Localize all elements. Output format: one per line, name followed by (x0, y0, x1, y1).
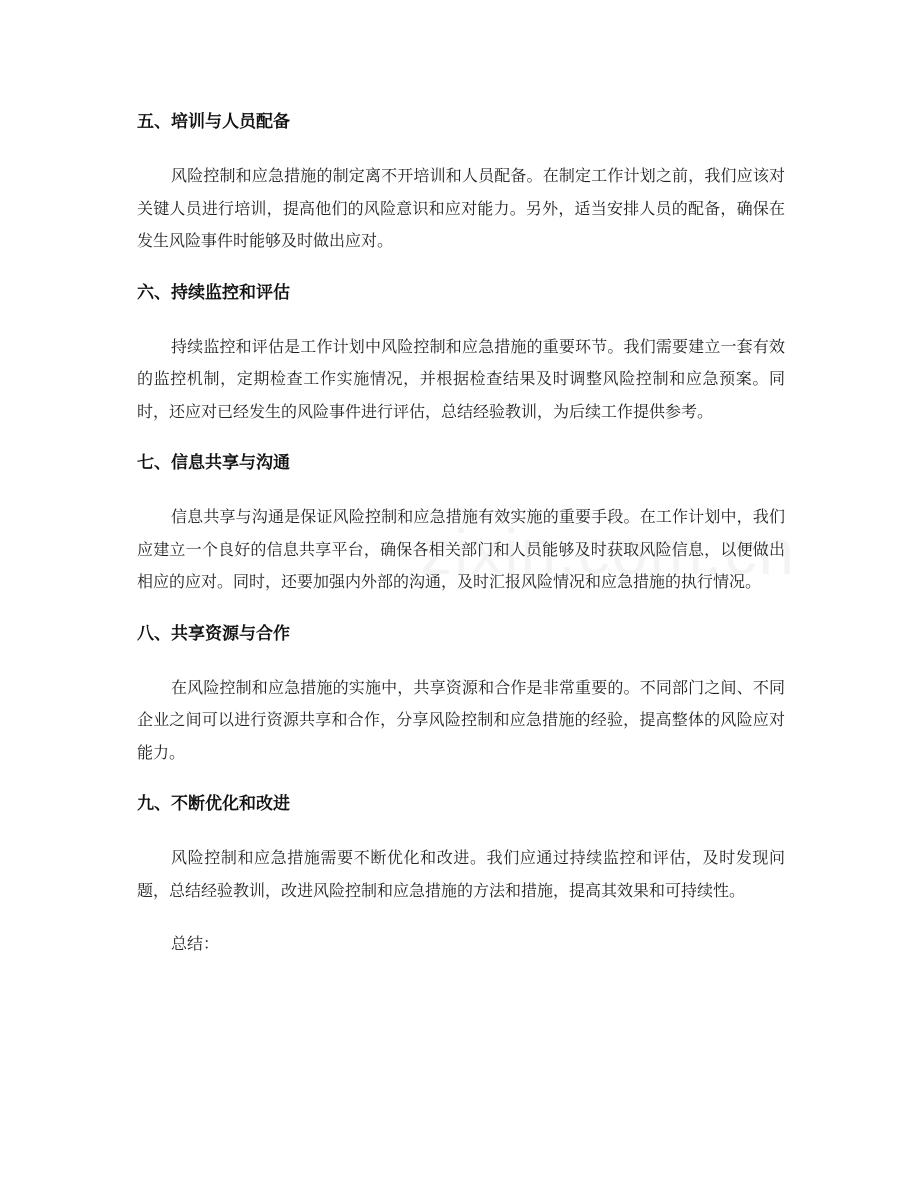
section-paragraph: 风险控制和应急措施的制定离不开培训和人员配备。在制定工作计划之前，我们应该对关键人员进行培训，提高他们的风险意识和应对能力。另外，适当安排人员的配备，确保在发生风险事件时能够及时做出应对。 (137, 166, 785, 250)
section-communication (137, 449, 785, 599)
document-content (137, 108, 785, 960)
section-heading: 七、信息共享与沟通 (137, 453, 290, 473)
section-cooperation (137, 620, 785, 770)
section-paragraph: 风险控制和应急措施需要不断优化和改进。我们应通过持续监控和评估，及时发现问题，总结经验教训，改进风险控制和应急措施的方法和措施，提高其效果和可持续性。 (137, 848, 785, 900)
section-monitoring (137, 279, 785, 429)
summary-label: 总结： (171, 934, 220, 953)
section-heading: 五、培训与人员配备 (137, 112, 290, 132)
section-heading: 八、共享资源与合作 (137, 623, 290, 644)
section-paragraph: 持续监控和评估是工作计划中风险控制和应急措施的重要环节。我们需要建立一套有效的监控机制，定期检查工作实施情况，并根据检查结果及时调整风险控制和应急预案。同时，还应对已经发生的风险事件进行评估，总结经验教训，为后续工作提供参考。 (137, 336, 785, 421)
section-heading: 六、持续监控和评估 (137, 282, 290, 303)
section-paragraph: 信息共享与沟通是保证风险控制和应急措施有效实施的重要手段。在工作计划中，我们应建立一个良好的信息共享平台，确保各相关部门和人员能够及时获取风险信息，以便做出相应的应对。同时，还要加强内外部的沟通，及时汇报风险情况和应急措施的执行情况。 (137, 507, 785, 591)
section-heading: 九、不断优化和改进 (137, 794, 290, 814)
section-improvement (137, 790, 785, 907)
section-training (137, 108, 785, 258)
section-paragraph: 在风险控制和应急措施的实施中，共享资源和合作是非常重要的。不同部门之间、不同企业之间可以进行资源共享和合作，分享风险控制和应急措施的经验，提高整体的风险应对能力。 (137, 677, 785, 762)
